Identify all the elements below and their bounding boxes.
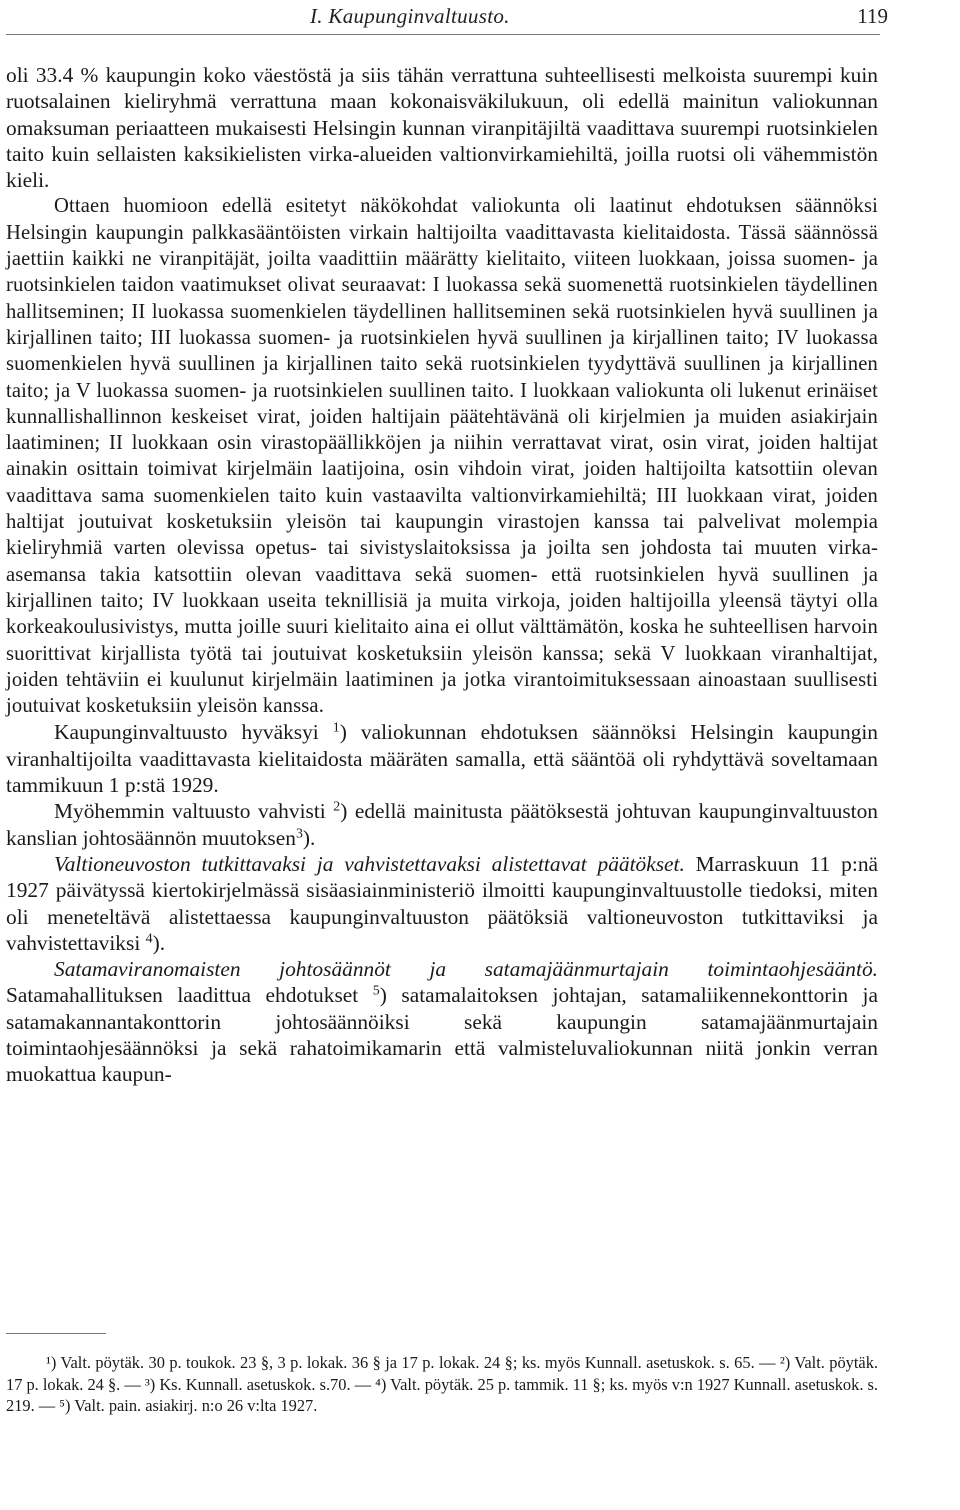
paragraph-3-text-a: Kaupunginvaltuusto hyväksyi xyxy=(54,720,319,745)
footnote-ref-2[interactable]: 2 xyxy=(333,799,341,815)
paragraph-1: oli 33.4 % kaupungin koko väestöstä ja siis tähän verrattuna suhteellisesti melkoista suurempi kuin ruotsalainen kieliryhmä verrattuna maan kokonaisväkilukuun, oli edellä mainitun valiokunnan omaksuman periaatteen mukaisesti Helsingin kunnan viranpitäjiltä vaadittava suurempi ruotsinkielen taito kuin sellaisten kaksikielisten virka-alueiden valtionvirkamiehiltä, joilla ruotsi oli vähemmistön kieli. xyxy=(6,63,878,193)
running-header xyxy=(22,2,888,32)
section-heading-satama: Satamaviranomaisten johtosäännöt ja satamajäänmurtajain toimintaohjesääntö. xyxy=(54,957,878,982)
paragraph-4-text-c: ). xyxy=(302,825,316,850)
running-title: I. Kaupunginvaltuusto. xyxy=(310,4,510,28)
paragraph-5 xyxy=(6,851,878,956)
paragraph-6-text-b: ) satamalaitoksen johtajan, satamaliikennekonttorin ja satamakannantakonttorin johtosäännöiksi sekä kaupungin satamajäänmurtajain toimintaohjesäännöksi ja sekä rahatoimikamarin että valmisteluvaliokunnan niitä jonkin verran muokattua kaupun- xyxy=(6,983,878,1087)
paragraph-6-text-a: Satamahallituksen laadittua ehdotukset xyxy=(6,983,359,1008)
footnote-ref-1[interactable]: 1 xyxy=(332,720,340,736)
paragraph-5-end: ). xyxy=(152,930,166,955)
paragraph-6 xyxy=(6,956,878,1087)
paragraph-3-text-b: ) valiokunnan ehdotuksen säännöksi Helsingin kaupungin viranhaltijoilta vaadittavasta kielitaidosta määräten samalla, että sääntöä oli ryhdyttävä soveltamaan tammikuun 1 p:stä 1929. xyxy=(6,720,878,798)
paragraph-4-text-a: Myöhemmin valtuusto vahvisti xyxy=(54,799,326,824)
paragraph-5-text: Marraskuun 11 p:nä 1927 päivätyssä kiertokirjelmässä sisäasiainministeriö ilmoitti kaupunginvaltuustolle tiedoksi, miten oli meneteltävä alistettaessa kaupunginvaltuuston päätöksiä valtioneuvoston tutkittaviksi ja vahvistettaviksi xyxy=(6,851,879,955)
header-rule xyxy=(6,34,880,35)
footnote-text: ¹) Valt. pöytäk. 30 p. toukok. 23 §, 3 p. lokak. 36 § ja 17 p. lokak. 24 §; ks. myös Kunnall. asetuskok. s. 65. — ²) Valt. pöytäk. 17 p. lokak. 24 §. — ³) Ks. Kunnall. asetuskok. s.70. — ⁴) Valt. pöytäk. 25 p. tammik. 11 §; ks. myös v:n 1927 Kunnall. asetuskok. s. 219. — ⁵) Valt. pain. asiakirj. n:o 26 v:lta 1927. xyxy=(6,1353,878,1415)
section-heading-valtioneuvosto: Valtioneuvoston tutkittavaksi ja vahvistettavaksi alistettavat päätökset. xyxy=(54,851,685,876)
footnote-ref-4[interactable]: 4 xyxy=(145,931,153,947)
footnote-rule xyxy=(6,1333,106,1334)
paragraph-2: Ottaen huomioon edellä esitetyt näkökohdat valiokunta oli laatinut ehdotuksen säännöksi Helsingin kaupungin palkkasääntöisten virkain haltijoilta vaadittavasta kielitaidosta. Tässä säännössä jaettiin kaikki ne viranpitäjät, joilta vaadittiin määrätty kielitaito, viiteen luokkaan, joissa suomen- ja ruotsinkielen taidon vaatimukset olivat seuraavat: I luokassa sekä suomenettä ruotsinkielen täydellinen hallitseminen; II luokassa suomenkielen täydellinen hallitseminen sekä ruotsinkielen hyvä suullinen ja kirjallinen taito; III luokassa suomen- ja ruotsinkielen hyvä suullinen ja kirjallinen taito; IV luokassa suomenkielen hyvä suullinen ja kirjallinen taito sekä ruotsinkielen tyydyttävä suullinen ja kirjallinen taito; ja V luokassa suomen- ja ruotsinkielen suullinen taito. I luokkaan valiokunta oli lukenut erinäiset kunnallishallinnon keskeiset virat, joiden haltijain päätehtävänä oli kirjelmien ja muiden asiakirjain laatiminen; II luokkaan osin virastopäällikköjen ja niihin verrattavat virat, osin virat, joiden haltijat ainakin osittain toimivat kirjelmäin laatijoina, osin vihdoin virat, joiden haltijoilta katsottiin olevan vaadittava sama suomenkielen taito kuin vastaavilta valtionvirkamiehiltä; III luokkaan virat, joiden haltijat joutuivat kosketuksiin yleisön tai kaupungin virastojen kanssa tai palvelivat molempia kieliryhmiä varten olevissa opetus- tai sivistyslaitoksissa ja joilta sen johdosta tai muuten virka-asemansa takia katsottiin olevan vaadittava sekä suomen- että ruotsinkielen hyvä suullinen ja kirjallinen taito; IV luokkaan useita teknillisiä ja muita virkoja, joiden haltijoilla yleensä täytyi olla korkeakoulusivistys, mutta joille suuri kielitaito aina ei ollut välttämätön, koska he suhteellisen harvoin suorittivat kirjallista työtä tai joutuivat kosketuksiin yleisön kanssa; sekä V luokkaan viranhaltijat, joiden tehtäviin ei kuulunut kirjelmäin laatiminen ja jotka virantoimituksessaan ainoastaan suullisesti joutuivat kosketuksiin yleisön kanssa. xyxy=(6,195,878,718)
footnotes xyxy=(6,1352,878,1417)
paragraph-4-text-b: ) edellä mainitusta päätöksestä johtuvan kaupunginvaltuuston kanslian johtosäännön muutoksen xyxy=(6,799,878,850)
paragraph-3 xyxy=(6,719,878,798)
paragraph-4 xyxy=(6,798,878,851)
page-number: 119 xyxy=(857,4,888,28)
body-text xyxy=(6,62,878,1088)
footnote-ref-5[interactable]: 5 xyxy=(372,983,380,999)
footnote-ref-3[interactable]: 3 xyxy=(295,825,303,841)
